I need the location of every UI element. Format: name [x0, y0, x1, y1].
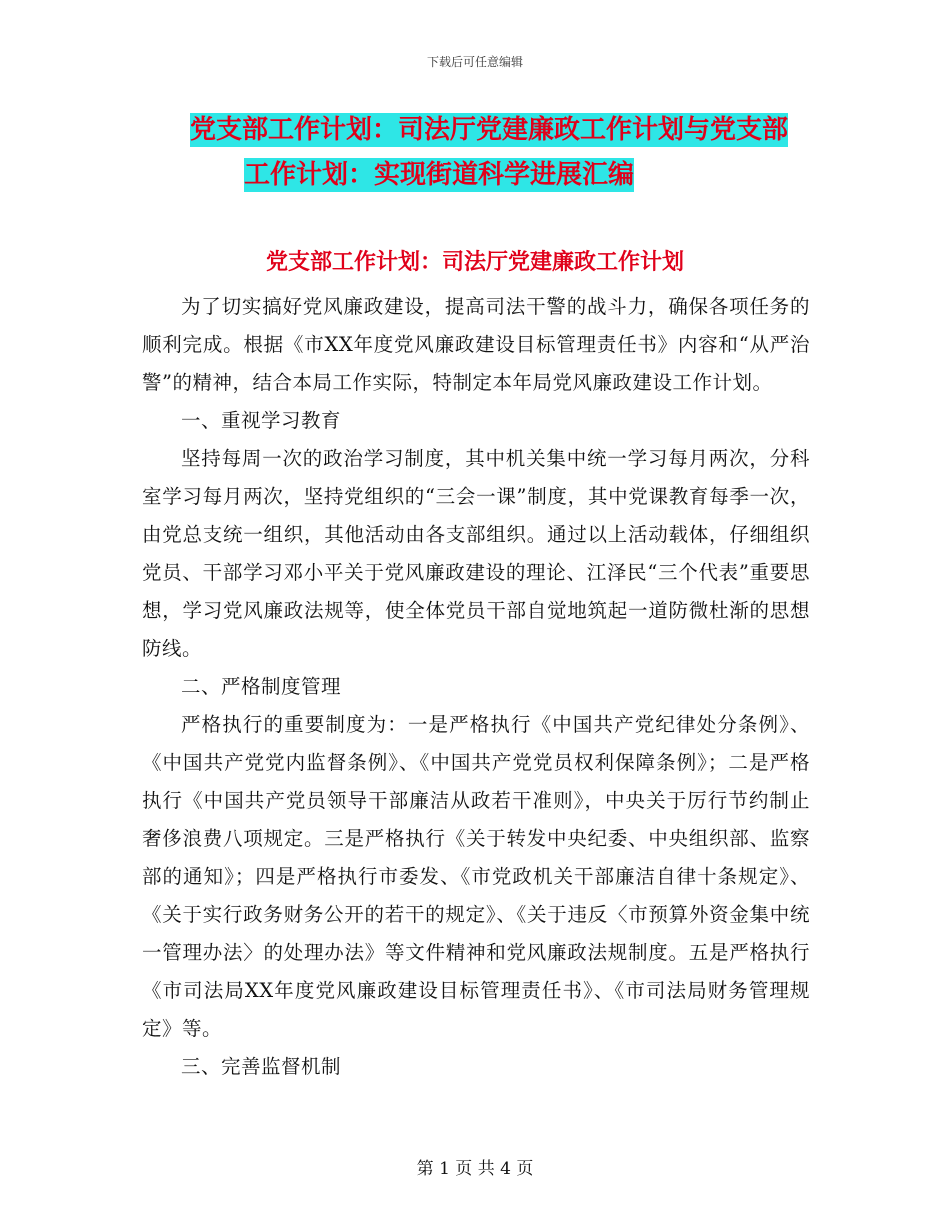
paragraph-1: 坚持每周一次的政治学习制度，其中机关集中统一学习每月两次，分科室学习每月两次，坚持党组织的“三会一课”制度，其中党课教育每季一次，由党总支统一组织，其他活动由各支部组织。通过以上活动载体，仔细组织党员、干部学习邓小平关于党风廉政建设的理论、江泽民“三个代表”重要思想，学习党风廉政法规等，使全体党员干部自觉地筑起一道防微杜渐的思想防线。: [142, 447, 810, 660]
heading-2: 二、严格制度管理: [181, 675, 342, 698]
document-title-line-1-text: 党支部工作计划：司法厅党建廉政工作计划与党支部: [190, 115, 789, 145]
page-number-footer: 第 1 页 共 4 页: [416, 1159, 534, 1179]
document-title-line-2-text: 工作计划：实现街道科学进展汇编: [244, 160, 635, 190]
header-note: 下载后可任意编辑: [426, 55, 523, 69]
section-title: 党支部工作计划：司法厅党建廉政工作计划: [265, 249, 684, 275]
heading-1: 一、重视学习教育: [181, 409, 342, 432]
paragraph-2: 严格执行的重要制度为：一是严格执行《中国共产党纪律处分条例》、《中国共产党党内监督条例》、《中国共产党党员权利保障条例》；二是严格执行《中国共产党员领导干部廉洁从政若干准则》，中央关于厉行节约制止奢侈浪费八项规定。三是严格执行《关于转发中央纪委、中央组织部、监察部的通知》；四是严格执行市委发、《市党政机关干部廉洁自律十条规定》、《关于实行政务财务公开的若干的规定》、《关于违反〈市预算外资金集中统一管理办法〉的处理办法》等文件精神和党风廉政法规制度。五是严格执行《市司法局XX年度党风廉政建设目标管理责任书》、《市司法局财务管理规定》等。: [142, 713, 810, 1040]
document-body: [142, 288, 810, 1086]
document-title: [190, 108, 810, 198]
document-title-line-1: [190, 108, 810, 153]
document-title-line-2: [190, 153, 810, 198]
intro-paragraph: 为了切实搞好党风廉政建设，提高司法干警的战斗力，确保各项任务的顺利完成。根据《市XX年度党风廉政建设目标管理责任书》内容和“从严治警”的精神，结合本局工作实际，特制定本年局党风廉政建设工作计划。: [142, 295, 810, 394]
heading-3: 三、完善监督机制: [181, 1055, 342, 1078]
